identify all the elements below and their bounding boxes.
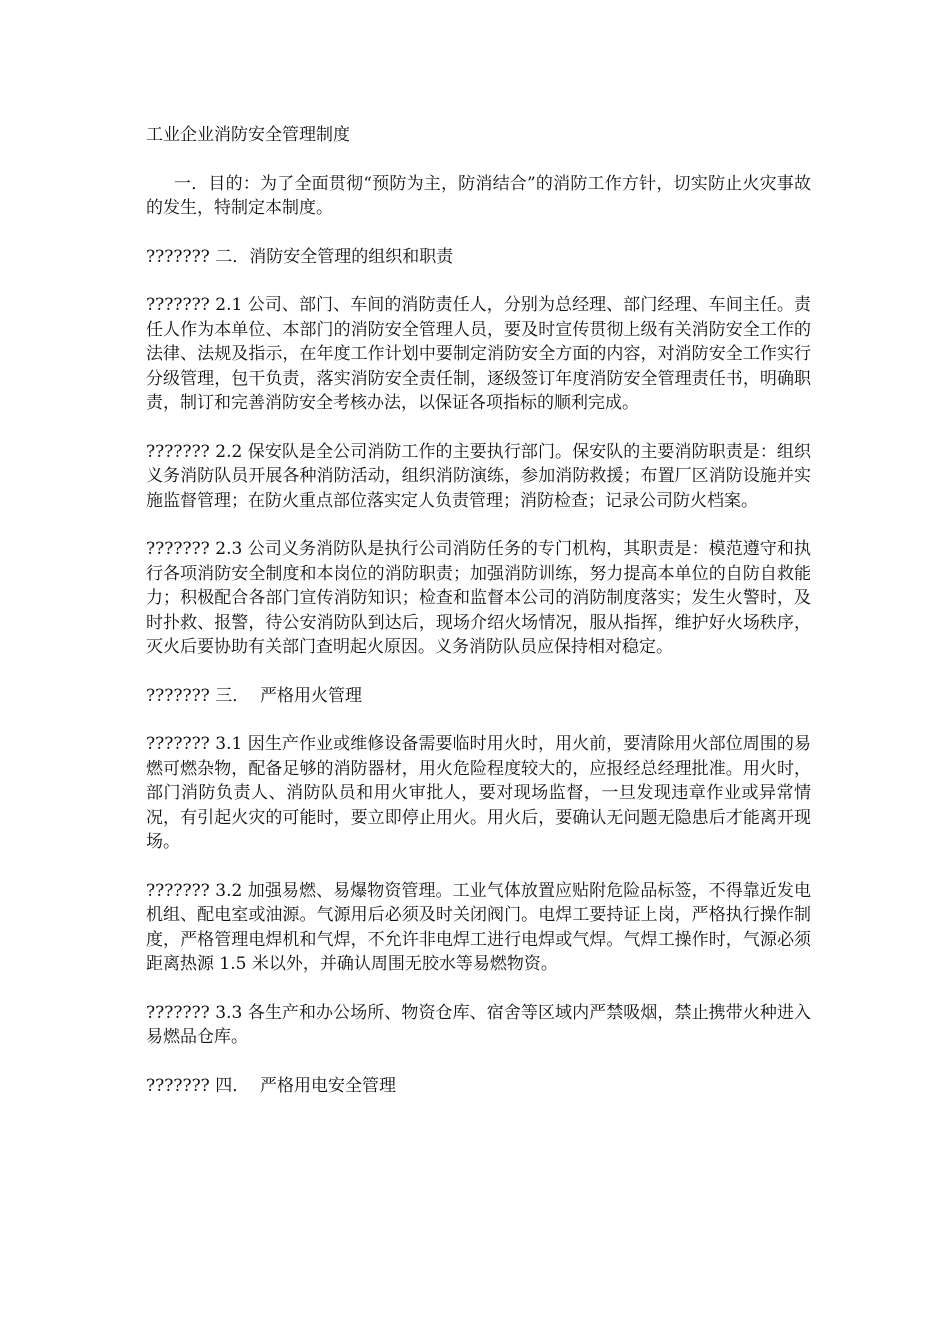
paragraph-3-1: ??????? 3.1 因生产作业或维修设备需要临时用火时，用火前，要清除用火部位周围的易燃可燃杂物，配备足够的消防器材，用火危险程度较大的，应报经总经理批准。用火时，部门消防负责人、消防队员和用火审批人，要对现场监督，一旦发现违章作业或异常情况，有引起火灾的可能时，要立即停止用火。用火后，要确认无问题无隐患后才能离开现场。 (146, 734, 811, 852)
paragraph-2-3: ??????? 2.3 公司义务消防队是执行公司消防任务的专门机构，其职责是：模范遵守和执行各项消防安全制度和本岗位的消防职责；加强消防训练，努力提高本单位的自防自救能力；积极配合各部门宣传消防知识；检查和监督本公司的消防制度落实；发生火警时，及时扑救、报警，待公安消防队到达后，现场介绍火场情况，服从指挥，维护好火场秩序，灭火后要协助有关部门查明起火原因。义务消防队员应保持相对稳定。 (146, 539, 811, 657)
paragraph-2-2: ??????? 2.2 保安队是全公司消防工作的主要执行部门。保安队的主要消防职责是：组织义务消防队员开展各种消防活动，组织消防演练，参加消防救援；布置厂区消防设施并实施监督管理；在防火重点部位落实定人负责管理；消防检查；记录公司防火档案。 (146, 441, 811, 511)
document-page (146, 123, 811, 1122)
paragraph-2-1: ??????? 2.1 公司、部门、车间的消防责任人，分别为总经理、部门经理、车间主任。责任人作为本单位、本部门的消防安全管理人员，要及时宣传贯彻上级有关消防安全工作的法律、法规及指示，在年度工作计划中要制定消防安全方面的内容，对消防安全工作实行分级管理，包干负责，落实消防安全责任制，逐级签订年度消防安全管理责任书，明确职责，制订和完善消防安全考核办法，以保证各项指标的顺利完成。 (146, 295, 811, 413)
section-heading-organization: ??????? 二．消防安全管理的组织和职责 (146, 246, 454, 267)
paragraph-3-3: ??????? 3.3 各生产和办公场所、物资仓库、宿舍等区域内严禁吸烟，禁止携带火种进入易燃品仓库。 (146, 1002, 811, 1047)
paragraph-purpose: 一．目的：为了全面贯彻“预防为主，防消结合”的消防工作方针，切实防止火灾事故的发生，特制定本制度。 (146, 173, 811, 218)
document-title: 工业企业消防安全管理制度 (146, 125, 350, 145)
section-heading-fire-use: ??????? 三． 严格用火管理 (146, 685, 363, 706)
section-heading-electricity: ??????? 四． 严格用电安全管理 (146, 1075, 397, 1096)
paragraph-3-2: ??????? 3.2 加强易燃、易爆物资管理。工业气体放置应贴附危险品标签，不得靠近发电机组、配电室或油源。气源用后必须及时关闭阀门。电焊工要持证上岗，严格执行操作制度，严格管理电焊机和气焊，不允许非电焊工进行电焊或气焊。气焊工操作时，气源必须距离热源 1.5 米以外，并确认周围无胶水等易燃物资。 (146, 880, 811, 974)
